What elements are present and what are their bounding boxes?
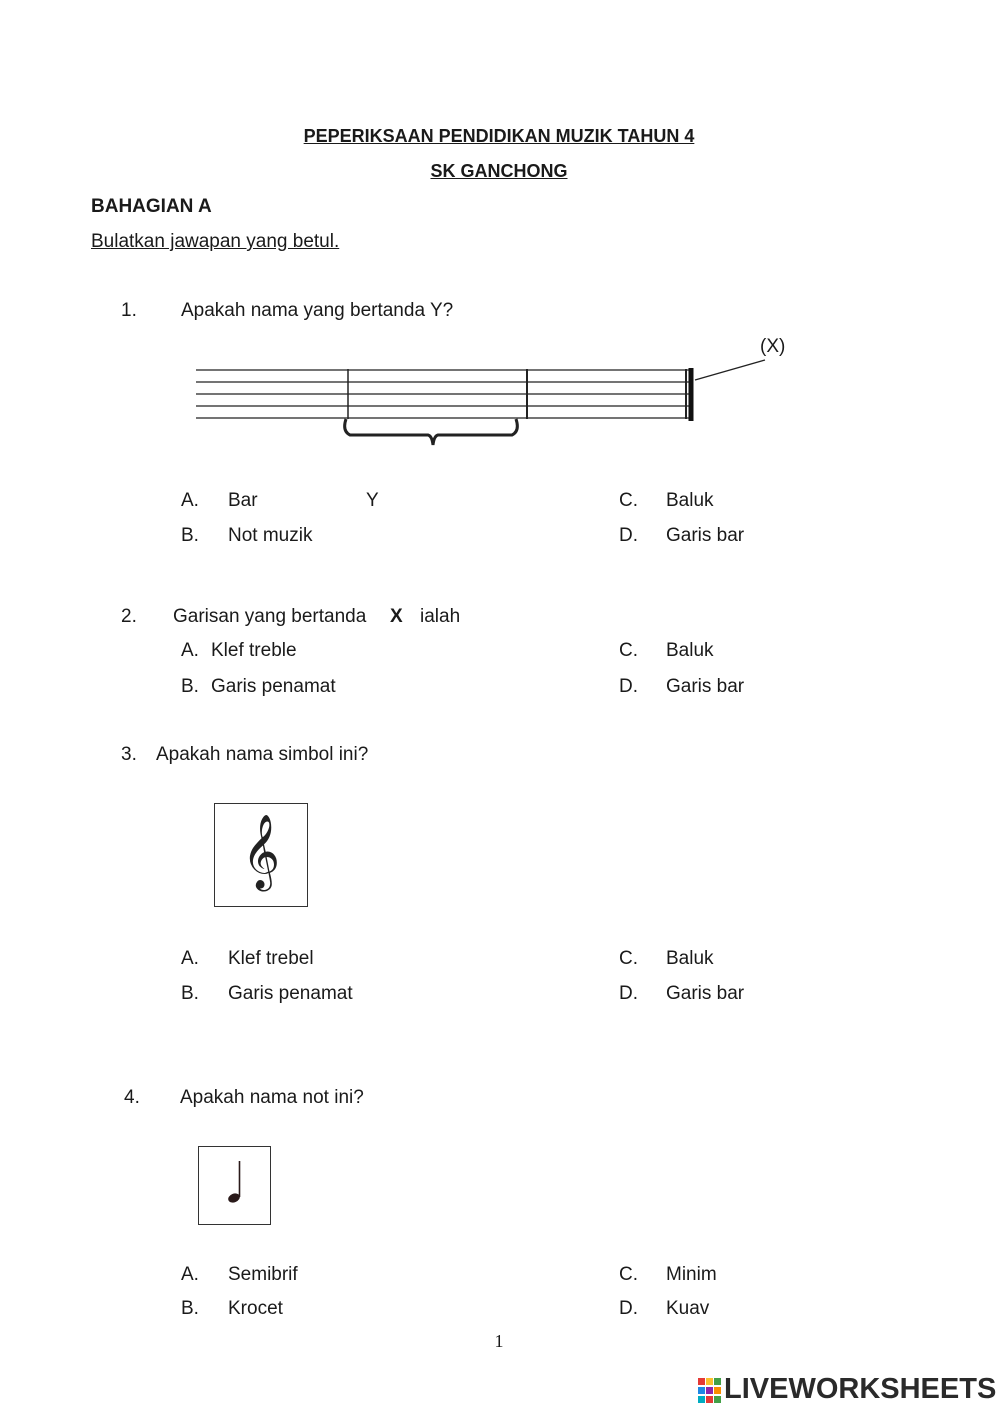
option-c[interactable]: Baluk	[666, 490, 714, 511]
option-b[interactable]: Not muzik	[228, 525, 313, 546]
liveworksheets-logo	[698, 1378, 722, 1404]
option-letter: B.	[181, 525, 199, 546]
option-b[interactable]: Krocet	[228, 1298, 283, 1319]
option-letter: C.	[619, 948, 638, 969]
option-d[interactable]: Garis bar	[666, 676, 745, 697]
section-instruction: Bulatkan jawapan yang betul.	[91, 231, 340, 252]
question-text: Garisan yang bertanda	[173, 606, 367, 627]
section-heading: BAHAGIAN A	[91, 196, 212, 217]
option-letter: B.	[181, 983, 199, 1004]
option-a[interactable]: Klef treble	[211, 640, 297, 661]
option-a[interactable]: Semibrif	[228, 1264, 298, 1285]
option-letter: D.	[619, 676, 638, 697]
option-d[interactable]: Garis bar	[666, 525, 745, 546]
option-letter: C.	[619, 1264, 638, 1285]
option-letter: C.	[619, 490, 638, 511]
option-a[interactable]: Klef trebel	[228, 948, 314, 969]
option-c[interactable]: Baluk	[666, 948, 714, 969]
option-a[interactable]: Bar	[228, 490, 258, 511]
option-letter: D.	[619, 525, 638, 546]
option-letter: A.	[181, 948, 199, 969]
note-box	[198, 1146, 271, 1225]
brace	[345, 419, 518, 445]
treble-clef-icon: 𝄞	[242, 815, 280, 889]
pointer-line	[695, 360, 765, 380]
watermark-text: LIVEWORKSHEETS	[724, 1373, 997, 1405]
option-letter: B.	[181, 676, 199, 697]
option-b[interactable]: Garis penamat	[211, 676, 336, 697]
option-letter: D.	[619, 1298, 638, 1319]
staff-lines	[196, 370, 693, 418]
question-number: 3.	[121, 744, 137, 765]
question-text-end: ialah	[420, 606, 461, 627]
option-letter: B.	[181, 1298, 199, 1319]
page-title: PEPERIKSAAN PENDIDIKAN MUZIK TAHUN 4	[303, 126, 695, 146]
school-name: SK GANCHONG	[430, 161, 568, 181]
option-letter: C.	[619, 640, 638, 661]
option-b[interactable]: Garis penamat	[228, 983, 353, 1004]
option-c[interactable]: Minim	[666, 1264, 717, 1285]
question-number: 2.	[121, 606, 137, 627]
question-number: 1.	[121, 300, 137, 321]
option-d[interactable]: Garis bar	[666, 983, 745, 1004]
question-number: 4.	[124, 1087, 140, 1108]
question-text: Apakah nama not ini?	[180, 1087, 364, 1108]
option-letter: A.	[181, 490, 199, 511]
option-d[interactable]: Kuav	[666, 1298, 710, 1319]
option-c[interactable]: Baluk	[666, 640, 714, 661]
quarter-note-icon	[199, 1147, 270, 1224]
marker-x: X	[390, 606, 403, 627]
symbol-box	[214, 803, 308, 907]
option-letter: D.	[619, 983, 638, 1004]
label-x: (X)	[760, 336, 786, 357]
question-text: Apakah nama yang bertanda Y?	[181, 300, 454, 321]
option-letter: A.	[181, 640, 199, 661]
question-text: Apakah nama simbol ini?	[156, 744, 369, 765]
option-letter: A.	[181, 1264, 199, 1285]
staff-diagram	[190, 335, 810, 465]
page-number: 1	[494, 1331, 504, 1351]
label-y: Y	[366, 490, 379, 511]
